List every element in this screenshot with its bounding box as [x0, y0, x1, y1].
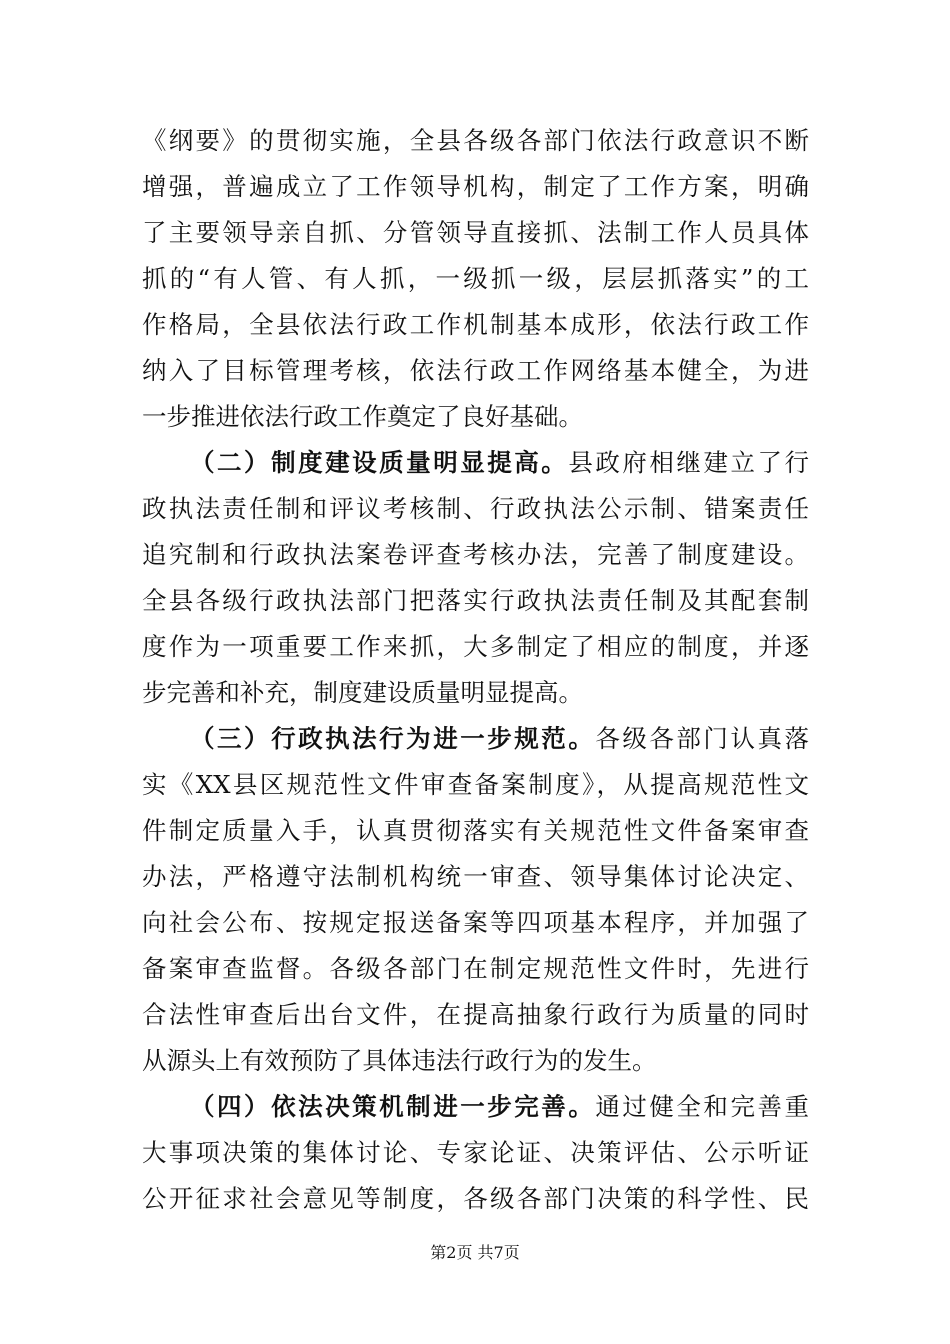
section-heading: （三）行政执法行为进一步规范。 — [190, 724, 596, 753]
paragraph-text: 各级各部门认真落 — [595, 724, 810, 753]
paragraph-line: 增强，普遍成立了工作领导机构，制定了工作方案，明确 — [142, 172, 809, 201]
paragraph-line: 度作为一项重要工作来抓，大多制定了相应的制度，并逐 — [142, 632, 809, 661]
paragraph-line: 办法，严格遵守法制机构统一审查、领导集体讨论决定、 — [142, 862, 809, 891]
paragraph-line: 步完善和补充，制度建设质量明显提高。 — [142, 678, 583, 707]
paragraph-text: 县政府相继建立了行 — [568, 448, 810, 477]
paragraph-line: 作格局，全县依法行政工作机制基本成形，依法行政工作 — [142, 310, 809, 339]
paragraph-line: 全县各级行政执法部门把落实行政执法责任制及其配套制 — [142, 586, 809, 615]
paragraph-line: 从源头上有效预防了具体违法行政行为的发生。 — [142, 1046, 657, 1075]
paragraph-line: 向社会公布、按规定报送备案等四项基本程序，并加强了 — [142, 908, 809, 937]
paragraph-line: 大事项决策的集体讨论、专家论证、决策评估、公示听证 — [142, 1138, 809, 1167]
section-heading-line — [190, 443, 809, 483]
paragraph-line: 追究制和行政执法案卷评查考核办法，完善了制度建设。 — [142, 540, 809, 569]
paragraph-line: 政执法责任制和评议考核制、行政执法公示制、错案责任 — [142, 494, 809, 523]
paragraph-line: 备案审查监督。各级各部门在制定规范性文件时，先进行 — [142, 954, 809, 983]
section-heading-line — [190, 719, 809, 759]
section-heading: （二）制度建设质量明显提高。 — [190, 448, 569, 477]
paragraph-line: 一步推进依法行政工作奠定了良好基础。 — [142, 402, 583, 431]
paragraph-line: 合法性审查后出台文件，在提高抽象行政行为质量的同时 — [142, 1000, 809, 1029]
page-number: 第2页 共7页 — [430, 1243, 520, 1262]
paragraph-line: 实《XX县区规范性文件审查备案制度》，从提高规范性文 — [142, 770, 809, 799]
paragraph-line: 件制定质量入手，认真贯彻落实有关规范性文件备案审查 — [142, 816, 809, 845]
section-heading: （四）依法决策机制进一步完善。 — [190, 1092, 596, 1121]
paragraph-line: 纳入了目标管理考核，依法行政工作网络基本健全，为进 — [142, 356, 809, 385]
section-heading-line — [190, 1087, 809, 1127]
paragraph-line: 公开征求社会意见等制度，各级各部门决策的科学性、民 — [142, 1184, 809, 1213]
paragraph-text: 通过健全和完善重 — [595, 1092, 810, 1121]
paragraph-line: 抓的“有人管、有人抓，一级抓一级，层层抓落实”的工 — [142, 264, 809, 293]
paragraph-line: 《纲要》的贯彻实施，全县各级各部门依法行政意识不断 — [142, 126, 809, 155]
paragraph-line: 了主要领导亲自抓、分管领导直接抓、法制工作人员具体 — [142, 218, 809, 247]
